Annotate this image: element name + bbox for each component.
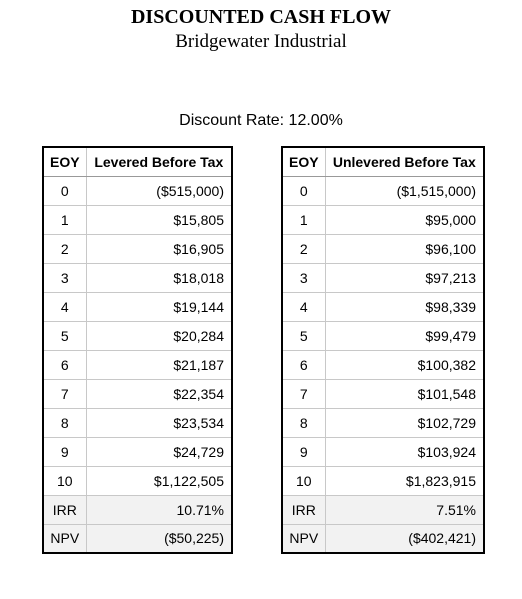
irr-row bbox=[43, 495, 232, 524]
eoy-cell: 7 bbox=[43, 379, 86, 408]
table-row bbox=[282, 176, 484, 205]
eoy-cell: 10 bbox=[43, 466, 86, 495]
table-header-row bbox=[282, 147, 484, 176]
npv-row bbox=[43, 524, 232, 553]
table-row bbox=[282, 205, 484, 234]
cash-flow-cell: ($1,515,000) bbox=[325, 176, 484, 205]
eoy-cell: 0 bbox=[282, 176, 325, 205]
levered-column-header: Levered Before Tax bbox=[86, 147, 232, 176]
eoy-cell: 6 bbox=[282, 350, 325, 379]
discount-rate: Discount Rate: 12.00% bbox=[179, 112, 343, 129]
cash-flow-cell: $100,382 bbox=[325, 350, 484, 379]
eoy-cell: 1 bbox=[43, 205, 86, 234]
table-header-row bbox=[43, 147, 232, 176]
eoy-cell: 3 bbox=[43, 263, 86, 292]
irr-value: 10.71% bbox=[86, 495, 232, 524]
eoy-cell: 3 bbox=[282, 263, 325, 292]
table-row bbox=[282, 234, 484, 263]
npv-label: NPV bbox=[43, 524, 86, 553]
table-row bbox=[282, 408, 484, 437]
npv-value: ($402,421) bbox=[325, 524, 484, 553]
eoy-cell: 9 bbox=[282, 437, 325, 466]
npv-label: NPV bbox=[282, 524, 325, 553]
unlevered-column-header: Unlevered Before Tax bbox=[325, 147, 484, 176]
irr-row bbox=[282, 495, 484, 524]
eoy-cell: 8 bbox=[43, 408, 86, 437]
cash-flow-cell: $102,729 bbox=[325, 408, 484, 437]
cash-flow-cell: $101,548 bbox=[325, 379, 484, 408]
cash-flow-cell: $15,805 bbox=[86, 205, 232, 234]
table-row bbox=[43, 408, 232, 437]
eoy-cell: 0 bbox=[43, 176, 86, 205]
cash-flow-cell: $95,000 bbox=[325, 205, 484, 234]
table-row bbox=[43, 379, 232, 408]
table-row bbox=[282, 350, 484, 379]
table-row bbox=[43, 321, 232, 350]
table-row bbox=[282, 263, 484, 292]
table-row bbox=[282, 379, 484, 408]
levered-cash-flow-table bbox=[42, 146, 233, 554]
eoy-cell: 7 bbox=[282, 379, 325, 408]
eoy-cell: 8 bbox=[282, 408, 325, 437]
cash-flow-cell: $21,187 bbox=[86, 350, 232, 379]
table-row bbox=[282, 292, 484, 321]
eoy-cell: 6 bbox=[43, 350, 86, 379]
irr-value: 7.51% bbox=[325, 495, 484, 524]
irr-label: IRR bbox=[43, 495, 86, 524]
table-row bbox=[43, 234, 232, 263]
irr-label: IRR bbox=[282, 495, 325, 524]
table-row bbox=[43, 466, 232, 495]
eoy-column-header: EOY bbox=[282, 147, 325, 176]
cash-flow-cell: $22,354 bbox=[86, 379, 232, 408]
cash-flow-cell: ($515,000) bbox=[86, 176, 232, 205]
cash-flow-cell: $1,122,505 bbox=[86, 466, 232, 495]
cash-flow-cell: $96,100 bbox=[325, 234, 484, 263]
eoy-cell: 5 bbox=[43, 321, 86, 350]
npv-value: ($50,225) bbox=[86, 524, 232, 553]
cash-flow-cell: $103,924 bbox=[325, 437, 484, 466]
npv-row bbox=[282, 524, 484, 553]
eoy-cell: 9 bbox=[43, 437, 86, 466]
unlevered-cash-flow-table bbox=[281, 146, 485, 554]
cash-flow-cell: $18,018 bbox=[86, 263, 232, 292]
cash-flow-cell: $24,729 bbox=[86, 437, 232, 466]
table-row bbox=[43, 176, 232, 205]
cash-flow-cell: $99,479 bbox=[325, 321, 484, 350]
eoy-cell: 2 bbox=[43, 234, 86, 263]
property-name: Bridgewater Industrial bbox=[175, 31, 347, 52]
table-row bbox=[282, 437, 484, 466]
table-row bbox=[43, 350, 232, 379]
table-row bbox=[282, 321, 484, 350]
cash-flow-cell: $16,905 bbox=[86, 234, 232, 263]
eoy-cell: 1 bbox=[282, 205, 325, 234]
cash-flow-cell: $20,284 bbox=[86, 321, 232, 350]
eoy-cell: 4 bbox=[43, 292, 86, 321]
table-row bbox=[282, 466, 484, 495]
report-title: DISCOUNTED CASH FLOW bbox=[130, 6, 392, 28]
cash-flow-cell: $97,213 bbox=[325, 263, 484, 292]
cash-flow-cell: $1,823,915 bbox=[325, 466, 484, 495]
eoy-cell: 4 bbox=[282, 292, 325, 321]
table-row bbox=[43, 292, 232, 321]
cash-flow-cell: $23,534 bbox=[86, 408, 232, 437]
eoy-cell: 10 bbox=[282, 466, 325, 495]
table-row bbox=[43, 437, 232, 466]
eoy-cell: 2 bbox=[282, 234, 325, 263]
eoy-cell: 5 bbox=[282, 321, 325, 350]
table-row bbox=[43, 205, 232, 234]
cash-flow-cell: $19,144 bbox=[86, 292, 232, 321]
table-row bbox=[43, 263, 232, 292]
eoy-column-header: EOY bbox=[43, 147, 86, 176]
cash-flow-cell: $98,339 bbox=[325, 292, 484, 321]
